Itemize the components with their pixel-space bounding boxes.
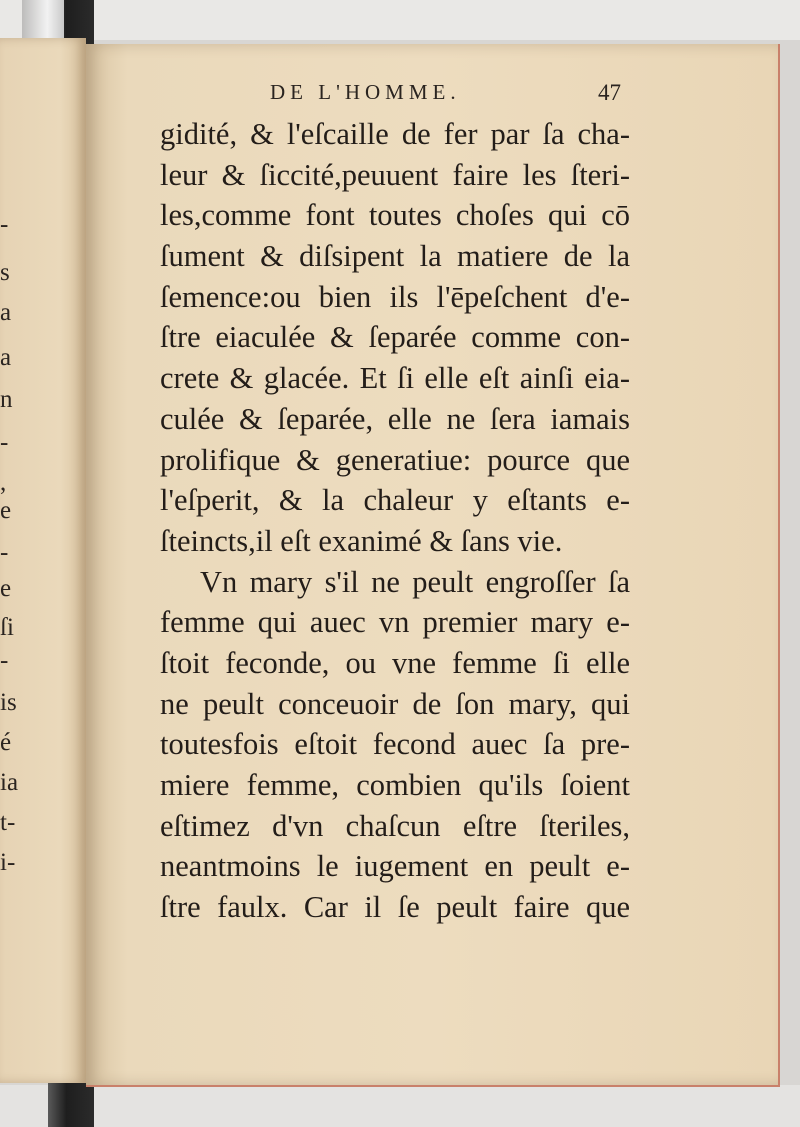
body-text bbox=[160, 114, 630, 928]
text-line: prolifique & generatiue: pource que bbox=[160, 442, 630, 477]
left-page-fragment: - bbox=[0, 647, 9, 674]
left-page-fragment: - bbox=[0, 211, 9, 238]
left-page-fragment: e bbox=[0, 575, 12, 602]
left-page-fragment: a bbox=[0, 299, 12, 326]
text-line: ſteincts,il eſt exanimé & ſans vie. bbox=[160, 523, 563, 558]
page-clip bbox=[22, 0, 64, 40]
left-page-fragment: t- bbox=[0, 809, 16, 836]
text-line: miere femme, combien qu'ils ſoient bbox=[160, 768, 630, 802]
left-page-fragment: a bbox=[0, 344, 12, 371]
scan-background-bottom bbox=[0, 1085, 800, 1127]
text-line: culée & ſeparée, elle ne ſera iamais bbox=[160, 401, 630, 436]
scan-background-top bbox=[0, 0, 800, 40]
left-page-fragment: n bbox=[0, 386, 13, 413]
left-page-fragment: e bbox=[0, 497, 12, 524]
text-line: neantmoins le iugement en peult e- bbox=[160, 849, 630, 884]
left-page-fragment: i- bbox=[0, 849, 16, 876]
left-page-fragment: - bbox=[0, 429, 9, 456]
text-line: toutesfois eſtoit fecond auec ſa pre- bbox=[160, 727, 630, 762]
left-page-fragment: é bbox=[0, 729, 12, 756]
left-page-text-fragments bbox=[0, 38, 86, 1083]
left-page-edge bbox=[0, 38, 86, 1083]
left-page-fragment: is bbox=[0, 689, 17, 716]
text-line: crete & glacée. Et ſi elle eſt ainſi eia- bbox=[160, 361, 630, 396]
text-line: les,comme font toutes choſes qui cō bbox=[160, 198, 630, 233]
text-line: eſtimez d'vn chaſcun eſtre ſteriles, bbox=[160, 808, 630, 843]
left-page-fragment: - bbox=[0, 539, 9, 566]
text-line: leur & ſiccité,peuuent faire les ſteri- bbox=[160, 157, 630, 192]
text-line: l'eſperit, & la chaleur y eſtants e- bbox=[160, 483, 630, 518]
text-line: ſtre eiaculée & ſeparée comme con- bbox=[160, 320, 630, 355]
left-page-fragment: , bbox=[0, 469, 7, 496]
text-line: ſemence:ou bien ils l'ēpeſchent d'e- bbox=[160, 279, 630, 314]
paragraph-start-line: Vn mary s'il ne peult engroſſer ſa bbox=[200, 564, 630, 599]
running-head: DE L'HOMME. bbox=[270, 80, 461, 104]
text-line: ne peult conceuoir de ſon mary, qui bbox=[160, 686, 630, 721]
text-line: ſtre faulx. Car il ſe peult faire que bbox=[160, 890, 630, 925]
text-line: gidité, & l'eſcaille de fer par ſa cha- bbox=[160, 117, 630, 151]
text-line: femme qui auec vn premier mary e- bbox=[160, 605, 630, 640]
text-line: ſument & diſsipent la matiere de la bbox=[160, 239, 630, 274]
left-page-fragment: ſi bbox=[0, 614, 14, 641]
page-number: 47 bbox=[598, 80, 621, 105]
left-page-fragment: s bbox=[0, 259, 10, 286]
text-line: ſtoit feconde, ou vne femme ſi elle bbox=[160, 645, 630, 680]
left-page-fragment: ia bbox=[0, 769, 19, 796]
